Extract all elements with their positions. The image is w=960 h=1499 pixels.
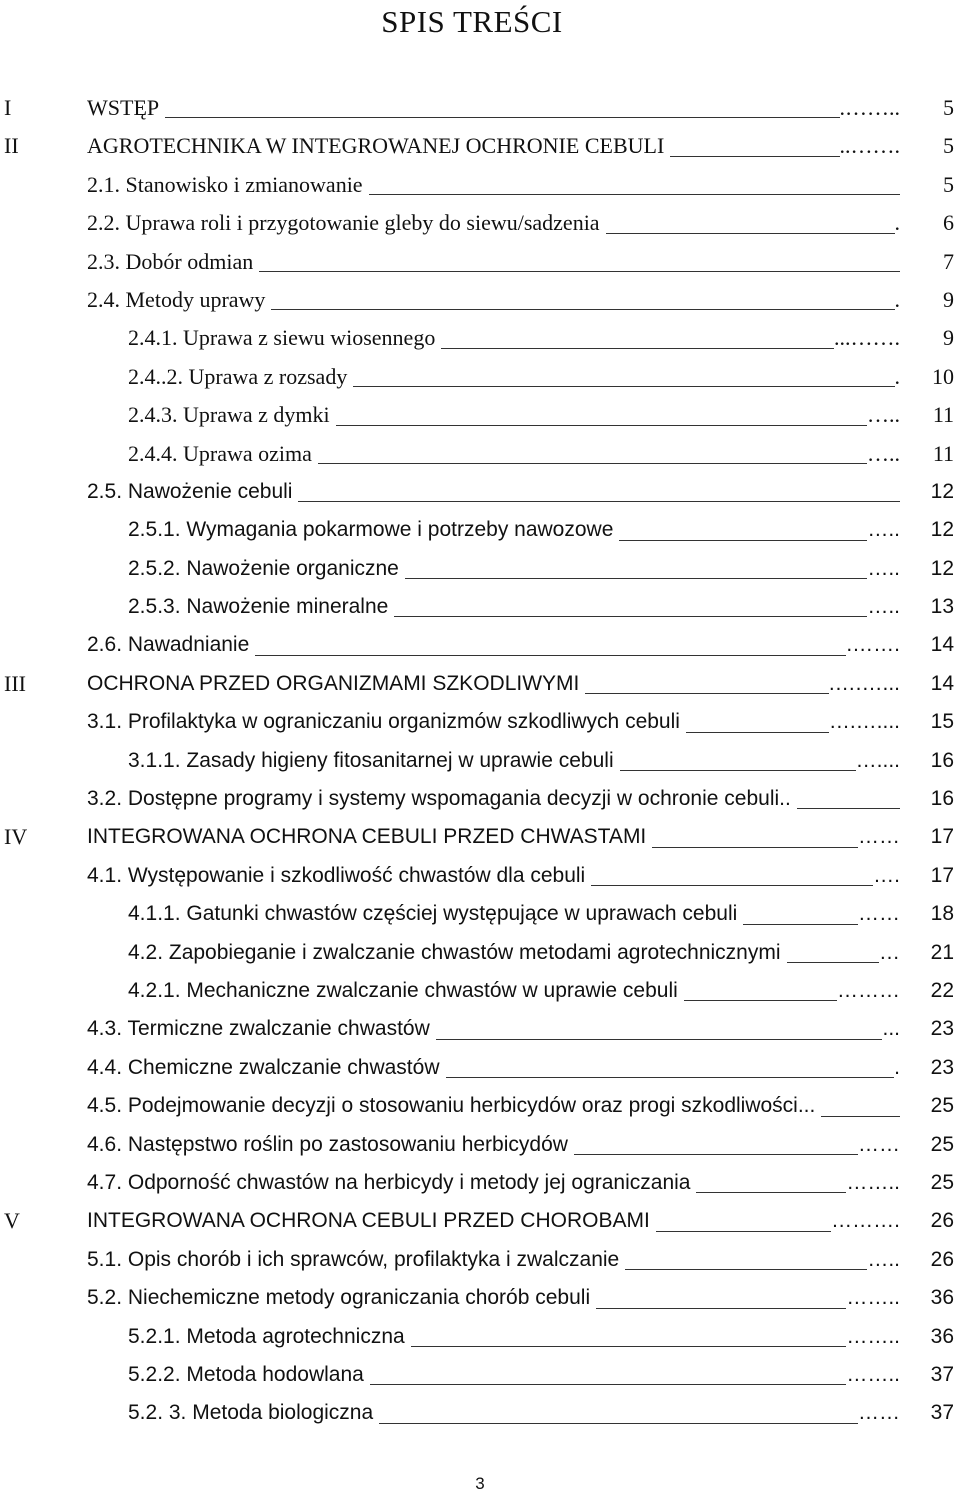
toc-entry-title: 4.4. Chemiczne zwalczanie chwastów [87,1055,440,1079]
toc-page-number: 36 [930,1324,954,1348]
page-number: 3 [475,1474,485,1493]
toc-entry-title: 2.3. Dobór odmian [87,248,254,274]
toc-leader-line [411,1345,847,1347]
toc-leader-dots: …. [873,863,900,887]
toc-entry-title-line [128,588,900,626]
toc-entry-title: 4.2.1. Mechaniczne zwalczanie chwastów w uprawie cebuli [128,978,678,1002]
toc-page-number: 9 [943,325,954,351]
toc-leader-dots: ….. [867,1247,900,1271]
toc-page-number: 22 [930,978,954,1002]
toc-entry-title-line [128,396,900,434]
toc-entry[interactable] [0,511,960,549]
toc-entry[interactable] [0,281,960,319]
toc-entry-title-line [87,818,900,856]
toc-entry-title: 4.6. Następstwo roślin po zastosowaniu herbicydów [87,1132,568,1156]
toc-leader-dots: ...……. [834,325,900,351]
table-of-contents [0,89,960,1433]
toc-leader-dots: ….. [867,518,900,542]
toc-entry[interactable] [0,396,960,434]
toc-leader-line [625,1268,867,1270]
toc-leader-line [686,731,829,733]
toc-leader-dots: ….. [867,402,900,428]
toc-leader-line [436,1038,883,1040]
toc-entry-title: 5.2.2. Metoda hodowlana [128,1362,364,1386]
toc-leader-dots: ..……. [839,133,900,159]
toc-entry[interactable] [0,1241,960,1279]
toc-leader-line [446,1076,895,1078]
toc-entry-title-line [87,1279,900,1317]
page-title: SPIS TREŚCI [381,4,563,39]
toc-entry-title: 4.7. Odporność chwastów na herbicydy i metody jej ograniczania [87,1170,691,1194]
toc-page-number: 25 [930,1170,954,1194]
toc-leader-line [271,308,894,310]
toc-entry-title: 5.2. 3. Metoda biologiczna [128,1401,374,1425]
toc-leader-line [379,1422,858,1424]
toc-leader-line [369,193,900,195]
toc-leader-line [574,1153,858,1155]
toc-leader-line [298,500,900,502]
toc-entry[interactable] [0,588,960,626]
toc-chapter-numeral: II [4,133,19,159]
toc-leader-line [591,884,873,886]
toc-entry-title: 5.1. Opis chorób i ich sprawców, profilaktyka i zwalczanie [87,1247,620,1271]
toc-entry[interactable] [0,166,960,204]
toc-entry[interactable] [0,358,960,396]
toc-leader-dots: ……… [837,978,900,1002]
toc-leader-line [797,807,900,809]
toc-entry-title-line [128,511,900,549]
toc-leader-line [394,615,867,617]
toc-page-number: 15 [930,710,954,734]
toc-entry-title-line [87,243,900,281]
toc-entry-title-line [128,319,900,357]
toc-entry-title: 2.5. Nawożenie cebuli [87,479,293,503]
toc-entry-title: INTEGROWANA OCHRONA CEBULI PRZED CHWASTAMI [87,825,647,849]
toc-entry-title: 3.1.1. Zasady higieny fitosanitarnej w uprawie cebuli [128,748,614,772]
toc-entry[interactable] [0,895,960,933]
toc-entry[interactable] [0,127,960,165]
toc-entry-title-line [87,1164,900,1202]
toc-entry-title: OCHRONA PRZED ORGANIZMAMI SZKODLIWYMI [87,671,580,695]
toc-leader-dots: ………. [831,1209,900,1233]
toc-leader-dots: …… [858,1132,900,1156]
toc-entry-title-line [128,435,900,473]
toc-page-number: 11 [932,402,954,428]
toc-entry-title: 2.4.1. Uprawa z siewu wiosennego [128,325,436,351]
toc-entry[interactable] [0,818,960,856]
toc-entry[interactable] [0,1087,960,1125]
toc-entry-title-line [128,358,900,396]
toc-entry-title-line [87,1241,900,1279]
toc-entry-title-line [128,972,900,1010]
toc-leader-line [606,232,895,234]
toc-leader-line [684,999,837,1001]
toc-entry[interactable] [0,626,960,664]
toc-leader-line [620,769,856,771]
toc-entry[interactable] [0,204,960,242]
toc-page-number: 11 [932,440,954,466]
toc-chapter-numeral: I [4,95,12,120]
toc-entry-title-line [128,1356,900,1394]
toc-entry-title-line [128,1318,900,1356]
toc-entry-title: 2.4.4. Uprawa ozima [128,440,312,466]
toc-leader-line [619,539,867,541]
toc-entry[interactable] [0,780,960,818]
toc-page-number: 23 [930,1055,954,1079]
toc-page-number: 17 [930,825,954,849]
toc-page-number: 23 [930,1017,954,1041]
toc-leader-dots: …….. [846,1324,900,1348]
toc-leader-line [821,1115,900,1117]
toc-leader-dots: ….. [867,556,900,580]
toc-entry-title-line [87,166,900,204]
toc-leader-line [318,462,867,464]
toc-leader-dots: …….. [846,1362,900,1386]
toc-page-number: 16 [930,748,954,772]
toc-entry-title: INTEGROWANA OCHRONA CEBULI PRZED CHOROBAMI [87,1209,650,1233]
toc-entry-title-line [87,204,900,242]
toc-entry-title: 2.5.2. Nawożenie organiczne [128,556,399,580]
toc-entry[interactable] [0,89,960,127]
toc-entry-title-line [87,281,900,319]
toc-page-number: 26 [930,1209,954,1233]
toc-entry-title: 2.5.3. Nawożenie mineralne [128,595,389,619]
toc-entry-title-line [87,473,900,511]
toc-entry-title-line [128,550,900,588]
toc-entry-title: 2.4.3. Uprawa z dymki [128,402,330,428]
toc-entry[interactable] [0,1164,960,1202]
toc-leader-line [259,270,900,272]
toc-page-number: 25 [930,1132,954,1156]
toc-entry-title: 2.4. Metody uprawy [87,286,266,312]
toc-leader-dots: .……. [846,633,900,657]
toc-entry-title-line [87,1126,900,1164]
toc-entry-title: 3.2. Dostępne programy i systemy wspomagania decyzji w ochronie cebuli.. [87,787,791,811]
toc-leader-line [696,1191,846,1193]
toc-entry[interactable] [0,1010,960,1048]
toc-entry[interactable] [0,1394,960,1432]
toc-chapter-numeral: IV [4,824,28,850]
toc-page-number: 13 [930,595,954,619]
toc-page-number: 18 [930,902,954,926]
toc-leader-dots: ….….... [828,710,900,734]
toc-entry[interactable] [0,972,960,1010]
toc-page-number: 16 [930,787,954,811]
toc-chapter-numeral: V [4,1208,20,1234]
toc-entry[interactable] [0,319,960,357]
toc-leader-dots: . [894,1055,900,1079]
toc-leader-line [596,1307,846,1309]
toc-leader-dots: …….. [846,1170,900,1194]
toc-leader-line [255,654,846,656]
toc-entry-title: 4.5. Podejmowanie decyzji o stosowaniu herbicydów oraz progi szkodliwości... [87,1094,816,1118]
toc-entry-title-line [87,1087,900,1125]
toc-entry-title-line [128,895,900,933]
toc-entry-title: 4.2. Zapobieganie i zwalczanie chwastów metodami agrotechnicznymi [128,940,781,964]
toc-entry-title-line [87,703,900,741]
toc-entry-title-line [87,626,900,664]
toc-page-number: 5 [943,95,954,120]
toc-leader-dots: . [894,286,900,312]
toc-leader-dots: .…….. [839,95,900,120]
toc-page-number: 7 [943,248,954,274]
toc-leader-line [787,961,880,963]
toc-chapter-numeral: III [4,670,26,696]
toc-entry[interactable] [0,1356,960,1394]
toc-entry-title-line [87,665,900,703]
toc-leader-dots: …… [858,825,900,849]
toc-leader-line [405,577,867,579]
toc-entry-title-line [87,1010,900,1048]
toc-entry[interactable] [0,934,960,972]
toc-page-number: 14 [930,633,954,657]
toc-page-number: 36 [930,1286,954,1310]
toc-entry-title: 5.2.1. Metoda agrotechniczna [128,1324,405,1348]
toc-page-number: 6 [943,210,954,236]
toc-entry-title: WSTĘP [87,95,160,120]
toc-leader-dots: ….. [867,595,900,619]
toc-entry[interactable] [0,703,960,741]
toc-leader-line [585,692,828,694]
toc-page-number: 37 [930,1401,954,1425]
toc-page-number: 12 [930,556,954,580]
toc-leader-line [652,846,858,848]
toc-leader-dots: ... [882,1017,900,1041]
toc-entry-title: 2.6. Nawadnianie [87,633,250,657]
toc-page-number: 9 [943,286,954,312]
toc-entry[interactable] [0,1202,960,1240]
toc-entry[interactable] [0,742,960,780]
toc-leader-dots: . [894,363,900,389]
toc-leader-dots: …….. [846,1286,900,1310]
toc-entry-title-line [87,1049,900,1087]
toc-entry-title-line [87,127,900,165]
toc-page-number: 21 [930,940,954,964]
toc-entry[interactable] [0,550,960,588]
toc-leader-line [656,1230,831,1232]
toc-leader-line [441,347,834,349]
toc-entry-title: 3.1. Profilaktyka w ograniczaniu organizmów szkodliwych cebuli [87,710,680,734]
toc-entry-title: 2.5.1. Wymagania pokarmowe i potrzeby nawozowe [128,518,614,542]
toc-leader-line [336,424,867,426]
toc-leader-line [743,923,858,925]
toc-leader-line [370,1383,846,1385]
toc-entry-title: 4.1. Występowanie i szkodliwość chwastów dla cebuli [87,863,586,887]
toc-entry-title: 2.1. Stanowisko i zmianowanie [87,171,363,197]
toc-entry[interactable] [0,1126,960,1164]
toc-entry[interactable] [0,243,960,281]
toc-entry[interactable] [0,1049,960,1087]
toc-leader-dots: …… [858,1401,900,1425]
toc-entry-title: 2.2. Uprawa roli i przygotowanie gleby do siewu/sadzenia [87,210,600,236]
toc-entry-title: 2.4..2. Uprawa z rozsady [128,363,348,389]
toc-entry[interactable] [0,1279,960,1317]
toc-entry-title-line [87,1202,900,1240]
toc-page-number: 12 [930,479,954,503]
toc-leader-line [353,385,894,387]
toc-page-number: 10 [932,363,954,389]
toc-entry[interactable] [0,665,960,703]
toc-leader-dots: ….... [855,748,900,772]
toc-page-number: 5 [943,171,954,197]
toc-leader-dots: ….. [867,440,900,466]
toc-entry[interactable] [0,1318,960,1356]
toc-leader-dots: .….…... [828,671,900,695]
toc-page-number: 26 [930,1247,954,1271]
toc-leader-dots: … [879,940,900,964]
toc-entry-title: 4.1.1. Gatunki chwastów częściej występujące w uprawach cebuli [128,902,738,926]
toc-leader-line [165,116,839,118]
toc-page-number: 37 [930,1362,954,1386]
toc-page-number: 25 [930,1094,954,1118]
toc-entry-title: AGROTECHNIKA W INTEGROWANEJ OCHRONIE CEBULI [87,133,665,159]
toc-entry[interactable] [0,857,960,895]
toc-entry-title-line [87,89,900,127]
toc-entry[interactable] [0,435,960,473]
toc-page-number: 17 [930,863,954,887]
toc-entry-title-line [128,742,900,780]
toc-entry[interactable] [0,473,960,511]
toc-page-number: 12 [930,518,954,542]
toc-leader-line [670,155,839,157]
toc-entry-title-line [128,934,900,972]
toc-entry-title-line [128,1394,900,1432]
toc-entry-title-line [87,780,900,818]
toc-page-number: 5 [943,133,954,159]
toc-entry-title-line [87,857,900,895]
toc-leader-dots: . [894,210,900,236]
toc-entry-title: 5.2. Niechemiczne metody ograniczania chorób cebuli [87,1286,591,1310]
toc-entry-title: 4.3. Termiczne zwalczanie chwastów [87,1017,430,1041]
toc-page-number: 14 [930,671,954,695]
toc-leader-dots: …… [858,902,900,926]
